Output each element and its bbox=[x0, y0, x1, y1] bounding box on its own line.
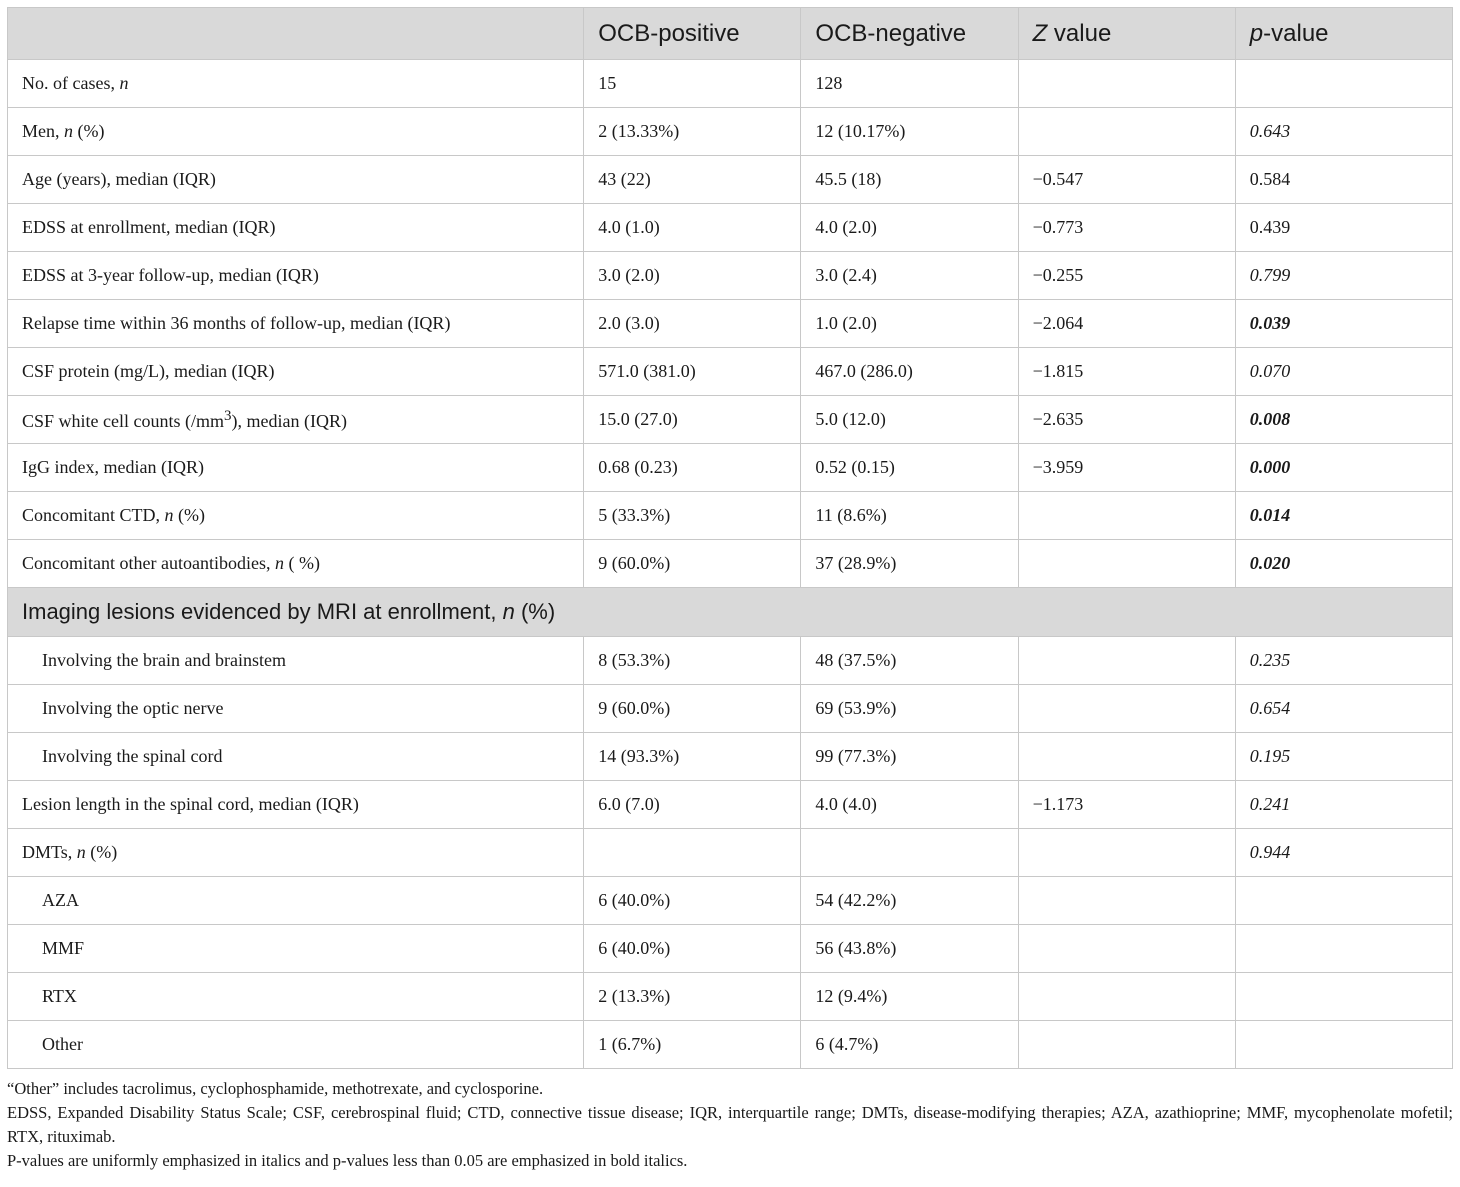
row-label-text: DMTs, bbox=[22, 842, 77, 862]
section-label-italic: n bbox=[502, 599, 515, 624]
z-value: −1.815 bbox=[1018, 348, 1235, 396]
ocb-negative-value: 0.52 (0.15) bbox=[801, 444, 1018, 492]
comparison-table bbox=[7, 7, 1453, 1069]
ocb-positive-value: 8 (53.3%) bbox=[584, 637, 801, 685]
row-label-text: Involving the spinal cord bbox=[42, 746, 223, 766]
row-label-text: CSF protein (mg/L), median (IQR) bbox=[22, 361, 275, 381]
row-label bbox=[8, 252, 584, 300]
z-value: −0.773 bbox=[1018, 204, 1235, 252]
ocb-positive-value: 6.0 (7.0) bbox=[584, 781, 801, 829]
header-z-value bbox=[1018, 8, 1235, 60]
row-label-text: AZA bbox=[42, 890, 79, 910]
ocb-positive-value: 571.0 (381.0) bbox=[584, 348, 801, 396]
row-label bbox=[8, 829, 584, 877]
table-row bbox=[8, 300, 1453, 348]
row-label bbox=[8, 540, 584, 588]
table-row bbox=[8, 492, 1453, 540]
ocb-negative-value: 128 bbox=[801, 60, 1018, 108]
p-value: 0.654 bbox=[1235, 685, 1452, 733]
p-value: 0.235 bbox=[1235, 637, 1452, 685]
header-empty bbox=[8, 8, 584, 60]
ocb-negative-value: 4.0 (2.0) bbox=[801, 204, 1018, 252]
ocb-negative-value: 4.0 (4.0) bbox=[801, 781, 1018, 829]
z-value bbox=[1018, 685, 1235, 733]
ocb-negative-value: 6 (4.7%) bbox=[801, 1021, 1018, 1069]
row-label bbox=[8, 300, 584, 348]
z-value bbox=[1018, 877, 1235, 925]
row-label bbox=[8, 60, 584, 108]
row-label-text: Age (years), median (IQR) bbox=[22, 169, 216, 189]
ocb-positive-value: 2.0 (3.0) bbox=[584, 300, 801, 348]
ocb-positive-value: 1 (6.7%) bbox=[584, 1021, 801, 1069]
p-value bbox=[1235, 925, 1452, 973]
row-label bbox=[8, 396, 584, 444]
table-row bbox=[8, 1021, 1453, 1069]
row-label-text: Concomitant other autoantibodies, bbox=[22, 553, 275, 573]
ocb-positive-value: 2 (13.3%) bbox=[584, 973, 801, 1021]
table-container bbox=[7, 7, 1453, 1173]
ocb-negative-value: 11 (8.6%) bbox=[801, 492, 1018, 540]
row-label bbox=[8, 781, 584, 829]
header-ocb-positive: OCB-positive bbox=[584, 8, 801, 60]
ocb-negative-value: 12 (9.4%) bbox=[801, 973, 1018, 1021]
ocb-negative-value: 99 (77.3%) bbox=[801, 733, 1018, 781]
z-value bbox=[1018, 925, 1235, 973]
table-header-row bbox=[8, 8, 1453, 60]
row-label bbox=[8, 444, 584, 492]
header-p-value bbox=[1235, 8, 1452, 60]
row-label bbox=[8, 685, 584, 733]
row-label-text: Lesion length in the spinal cord, median (IQR) bbox=[22, 794, 359, 814]
p-value: 0.439 bbox=[1235, 204, 1452, 252]
section-header bbox=[8, 588, 1453, 637]
ocb-negative-value: 5.0 (12.0) bbox=[801, 396, 1018, 444]
p-value: 0.039 bbox=[1235, 300, 1452, 348]
table-row bbox=[8, 348, 1453, 396]
row-label-rest: (%) bbox=[173, 505, 205, 525]
row-label-italic: n bbox=[164, 505, 174, 525]
z-value: −2.635 bbox=[1018, 396, 1235, 444]
p-value: 0.643 bbox=[1235, 108, 1452, 156]
header-ocb-negative: OCB-negative bbox=[801, 8, 1018, 60]
row-label bbox=[8, 156, 584, 204]
row-label-text: EDSS at enrollment, median (IQR) bbox=[22, 217, 276, 237]
p-value: 0.584 bbox=[1235, 156, 1452, 204]
section-header-row bbox=[8, 588, 1453, 637]
row-label bbox=[8, 1021, 584, 1069]
row-label bbox=[8, 204, 584, 252]
footnote-other: “Other” includes tacrolimus, cyclophosphamide, methotrexate, and cyclosporine. bbox=[7, 1079, 544, 1098]
ocb-negative-value: 467.0 (286.0) bbox=[801, 348, 1018, 396]
z-value: −0.547 bbox=[1018, 156, 1235, 204]
row-label-italic: n bbox=[119, 73, 129, 93]
row-label bbox=[8, 925, 584, 973]
row-label-text: Involving the optic nerve bbox=[42, 698, 224, 718]
ocb-positive-value: 43 (22) bbox=[584, 156, 801, 204]
z-value bbox=[1018, 60, 1235, 108]
table-row bbox=[8, 444, 1453, 492]
table-row bbox=[8, 877, 1453, 925]
row-label bbox=[8, 108, 584, 156]
header-z-rest: value bbox=[1047, 19, 1112, 47]
ocb-positive-value bbox=[584, 829, 801, 877]
ocb-negative-value: 45.5 (18) bbox=[801, 156, 1018, 204]
table-row bbox=[8, 733, 1453, 781]
row-label-italic: n bbox=[64, 121, 73, 141]
header-p-italic: p bbox=[1249, 19, 1264, 47]
ocb-negative-value bbox=[801, 829, 1018, 877]
header-z-italic: Z bbox=[1032, 19, 1048, 47]
table-row bbox=[8, 829, 1453, 877]
ocb-positive-value: 15.0 (27.0) bbox=[584, 396, 801, 444]
ocb-positive-value: 14 (93.3%) bbox=[584, 733, 801, 781]
table-row bbox=[8, 156, 1453, 204]
ocb-positive-value: 9 (60.0%) bbox=[584, 685, 801, 733]
p-value: 0.070 bbox=[1235, 348, 1452, 396]
row-label-text: EDSS at 3-year follow-up, median (IQR) bbox=[22, 265, 319, 285]
z-value bbox=[1018, 733, 1235, 781]
ocb-negative-value: 56 (43.8%) bbox=[801, 925, 1018, 973]
row-label-italic: n bbox=[274, 553, 284, 573]
table-row bbox=[8, 781, 1453, 829]
ocb-positive-value: 0.68 (0.23) bbox=[584, 444, 801, 492]
z-value bbox=[1018, 108, 1235, 156]
z-value bbox=[1018, 829, 1235, 877]
ocb-positive-value: 6 (40.0%) bbox=[584, 925, 801, 973]
row-label-sup: 3 bbox=[224, 407, 232, 424]
row-label-rest: (%) bbox=[85, 842, 118, 862]
ocb-positive-value: 3.0 (2.0) bbox=[584, 252, 801, 300]
ocb-negative-value: 48 (37.5%) bbox=[801, 637, 1018, 685]
table-row bbox=[8, 685, 1453, 733]
table-row bbox=[8, 204, 1453, 252]
row-label bbox=[8, 348, 584, 396]
table-row bbox=[8, 252, 1453, 300]
section-label-rest: (%) bbox=[514, 599, 556, 624]
table-row bbox=[8, 396, 1453, 444]
row-label bbox=[8, 492, 584, 540]
z-value bbox=[1018, 492, 1235, 540]
row-label-text: RTX bbox=[42, 986, 77, 1006]
p-value: 0.020 bbox=[1235, 540, 1452, 588]
z-value bbox=[1018, 637, 1235, 685]
ocb-positive-value: 5 (33.3%) bbox=[584, 492, 801, 540]
table-row bbox=[8, 108, 1453, 156]
p-value: 0.008 bbox=[1235, 396, 1452, 444]
row-label bbox=[8, 637, 584, 685]
row-label-rest: ( %) bbox=[283, 553, 320, 573]
table-row bbox=[8, 925, 1453, 973]
footnote-pvalues: P-values are uniformly emphasized in italics and p-values less than 0.05 are emphasized in bold italics. bbox=[7, 1151, 688, 1170]
table-body bbox=[8, 60, 1453, 1069]
p-value: 0.000 bbox=[1235, 444, 1452, 492]
row-label-text: Men, bbox=[22, 121, 64, 141]
ocb-negative-value: 3.0 (2.4) bbox=[801, 252, 1018, 300]
row-label-after: ), median (IQR) bbox=[231, 410, 347, 431]
row-label-text: CSF white cell counts (/mm bbox=[22, 410, 224, 431]
ocb-positive-value: 4.0 (1.0) bbox=[584, 204, 801, 252]
row-label-text: Involving the brain and brainstem bbox=[42, 650, 286, 670]
row-label bbox=[8, 973, 584, 1021]
ocb-positive-value: 15 bbox=[584, 60, 801, 108]
row-label-rest: (%) bbox=[73, 121, 105, 141]
table-row bbox=[8, 60, 1453, 108]
p-value: 0.799 bbox=[1235, 252, 1452, 300]
ocb-negative-value: 69 (53.9%) bbox=[801, 685, 1018, 733]
table-row bbox=[8, 973, 1453, 1021]
header-p-rest: -value bbox=[1263, 19, 1329, 47]
z-value: −2.064 bbox=[1018, 300, 1235, 348]
row-label-text: Other bbox=[42, 1034, 83, 1054]
z-value bbox=[1018, 1021, 1235, 1069]
ocb-negative-value: 54 (42.2%) bbox=[801, 877, 1018, 925]
p-value bbox=[1235, 877, 1452, 925]
row-label-text: MMF bbox=[42, 938, 85, 958]
p-value: 0.014 bbox=[1235, 492, 1452, 540]
ocb-positive-value: 2 (13.33%) bbox=[584, 108, 801, 156]
row-label-text: Relapse time within 36 months of follow-up, median (IQR) bbox=[22, 313, 451, 333]
table-row bbox=[8, 637, 1453, 685]
p-value bbox=[1235, 60, 1452, 108]
row-label-text: IgG index, median (IQR) bbox=[22, 457, 204, 477]
z-value: −3.959 bbox=[1018, 444, 1235, 492]
row-label-italic: n bbox=[76, 842, 86, 862]
section-label: Imaging lesions evidenced by MRI at enrollment, bbox=[22, 599, 503, 624]
z-value: −0.255 bbox=[1018, 252, 1235, 300]
p-value: 0.944 bbox=[1235, 829, 1452, 877]
row-label bbox=[8, 733, 584, 781]
ocb-negative-value: 12 (10.17%) bbox=[801, 108, 1018, 156]
p-value: 0.195 bbox=[1235, 733, 1452, 781]
p-value bbox=[1235, 1021, 1452, 1069]
row-label-text: Concomitant CTD, bbox=[22, 505, 165, 525]
table-footnotes bbox=[7, 1077, 1453, 1173]
z-value bbox=[1018, 540, 1235, 588]
table-row bbox=[8, 540, 1453, 588]
ocb-negative-value: 1.0 (2.0) bbox=[801, 300, 1018, 348]
row-label bbox=[8, 877, 584, 925]
ocb-positive-value: 9 (60.0%) bbox=[584, 540, 801, 588]
ocb-negative-value: 37 (28.9%) bbox=[801, 540, 1018, 588]
ocb-positive-value: 6 (40.0%) bbox=[584, 877, 801, 925]
z-value: −1.173 bbox=[1018, 781, 1235, 829]
row-label-text: No. of cases, bbox=[22, 73, 120, 93]
z-value bbox=[1018, 973, 1235, 1021]
p-value bbox=[1235, 973, 1452, 1021]
p-value: 0.241 bbox=[1235, 781, 1452, 829]
footnote-abbreviations: EDSS, Expanded Disability Status Scale; CSF, cerebrospinal fluid; CTD, connective tissue disease; IQR, interquartile range; DMTs, disease-modifying therapies; AZA, azathioprine; MMF, mycophenolate mofetil; RTX, rituximab. bbox=[7, 1103, 1453, 1146]
